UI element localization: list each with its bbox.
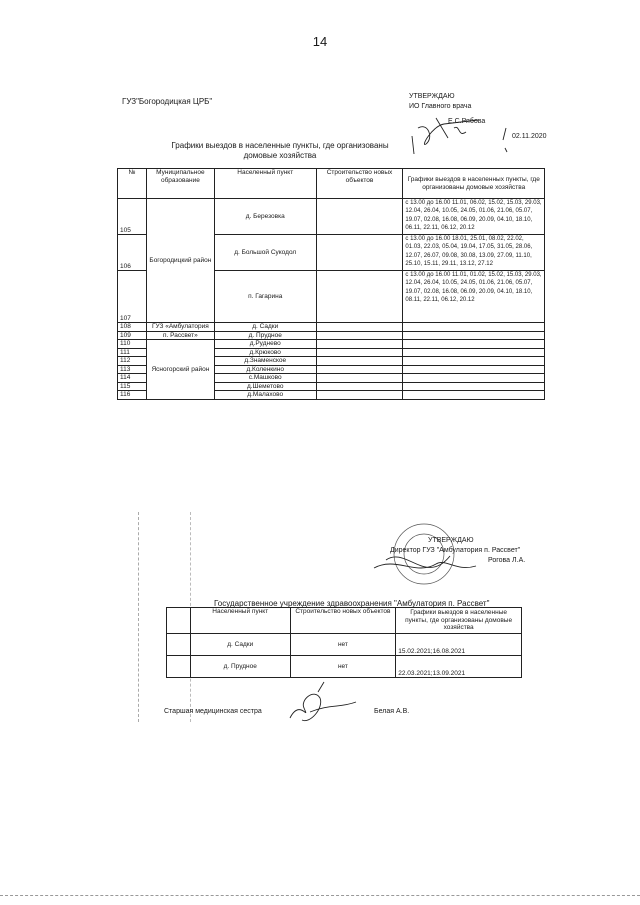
construction-cell <box>316 199 403 235</box>
row-num: 115 <box>118 382 147 391</box>
construction-cell: нет <box>290 656 396 678</box>
header2-schedule: Графики выездов в населенные пункты, где организованы домовые хозяйства <box>396 608 522 634</box>
header2-construction: Строительство новых объектов <box>290 608 396 634</box>
footer-name: Белая А.В. <box>374 708 410 715</box>
row-num: 106 <box>118 235 147 271</box>
row-num: 110 <box>118 340 147 349</box>
settlement-cell: с.Машково <box>214 374 316 383</box>
table-row <box>118 323 545 332</box>
schedule-cell <box>403 391 545 400</box>
row-num: 114 <box>118 374 147 383</box>
scan-edge <box>0 895 640 896</box>
construction-cell: нет <box>290 634 396 656</box>
schedule-cell: с 13.00 до 16.00 11.01, 01.02, 15.02, 15.03, 29.03, 12.04, 26.04, 10.05, 24.05, 01.06, 21.06, 05.07, 19.07, 02.08, 16.08, 06.09, 20.09, 04.10, 18.10, 08.11, 22.11, 06.12, 20.12 <box>403 271 545 323</box>
settlement-cell: д.Знаменское <box>214 357 316 366</box>
settlement-cell: д. Прудное <box>214 331 316 340</box>
schedule-cell <box>403 340 545 349</box>
schedule-cell: с 13.00 до 16.00 18.01, 25.01, 08.02, 22.02, 01.03, 22.03, 05.04, 19.04, 17.05, 31.05, 28.06, 12.07, 26.07, 09.08, 30.08, 13.09, 27.09, 11.10, 25.10, 15.11, 29.11, 13.12, 27.12 <box>403 235 545 271</box>
page-number: 14 <box>312 34 328 49</box>
table-row <box>118 331 545 340</box>
schedule-cell: 22.03.2021;13.09.2021 <box>396 656 522 678</box>
settlement-cell: д.Руднево <box>214 340 316 349</box>
schedule-cell <box>403 323 545 332</box>
header-municipality: Муниципальное образование <box>146 169 214 199</box>
settlement-cell: д. Прудное <box>190 656 290 678</box>
construction-cell <box>316 235 403 271</box>
approve2-role: Директор ГУЗ "Амбулатория п. Рассвет" <box>390 547 521 554</box>
municipality-cell: п. Рассвет» <box>146 331 214 340</box>
municipality-cell: Богородицкий район <box>146 199 214 323</box>
row-num: 113 <box>118 365 147 374</box>
table-header-row <box>118 169 545 199</box>
row-num: 116 <box>118 391 147 400</box>
schedule-cell <box>403 348 545 357</box>
construction-cell <box>316 391 403 400</box>
schedule-cell <box>403 365 545 374</box>
doc-title-line2: домовые хозяйства <box>243 151 317 160</box>
settlement-cell: д.Крюково <box>214 348 316 357</box>
header-num: № <box>118 169 147 199</box>
construction-cell <box>316 374 403 383</box>
approve2-word: УТВЕРЖДАЮ <box>428 537 474 544</box>
schedule-table <box>117 168 545 400</box>
row-num: 112 <box>118 357 147 366</box>
row2-blank <box>167 634 191 656</box>
approve-name: Е.С.Рябова <box>448 118 486 125</box>
organization-name: ГУЗ"Богородицкая ЦРБ" <box>122 97 213 106</box>
row-num: 107 <box>118 271 147 323</box>
row2-blank <box>167 656 191 678</box>
settlement-cell: д. Садки <box>190 634 290 656</box>
settlement-cell: д. Березовка <box>214 199 316 235</box>
schedule-cell <box>403 374 545 383</box>
construction-cell <box>316 271 403 323</box>
settlement-cell: д.Коленкино <box>214 365 316 374</box>
construction-cell <box>316 348 403 357</box>
construction-cell <box>316 340 403 349</box>
table-row <box>167 656 522 678</box>
municipality-cell: Ясногорский район <box>146 340 214 400</box>
construction-cell <box>316 382 403 391</box>
row-num: 105 <box>118 199 147 235</box>
municipality-cell: ГУЗ «Амбулатория <box>146 323 214 332</box>
schedule-cell: 15.02.2021;16.08.2021 <box>396 634 522 656</box>
header-settlement: Населенный пункт <box>214 169 316 199</box>
settlement-cell: д. Большой Сукодол <box>214 235 316 271</box>
approve-date: 02.11.2020 <box>512 133 547 140</box>
footer-role: Старшая медицинская сестра <box>164 708 262 715</box>
header2-settlement: Населенный пункт <box>190 608 290 634</box>
header2-blank <box>167 608 191 634</box>
schedule-cell: с 13.00 до 16.00 11.01, 06.02, 15.02, 15.03, 29.03, 12.04, 26.04, 10.05, 24.05, 01.06, 21.06, 05.07, 19.07, 02.08, 16.08, 06.09, 20.09, 04.10, 18.10, 06.11, 22.11, 06.12, 20.12 <box>403 199 545 235</box>
doc-title-line1: Графики выездов в населенные пункты, где организованы <box>171 141 389 150</box>
settlement-cell: д.Шеметово <box>214 382 316 391</box>
approve-role: ИО Главного врача <box>409 103 472 110</box>
signature-1 <box>408 108 518 158</box>
construction-cell <box>316 365 403 374</box>
table-row <box>118 340 545 349</box>
row-num: 109 <box>118 331 147 340</box>
table-row <box>118 199 545 235</box>
construction-cell <box>316 323 403 332</box>
table-row <box>167 634 522 656</box>
header-schedule: Графики выездов в населенных пункты, где организованы домовые хозяйства <box>403 169 545 199</box>
settlement-cell: п. Гагарина <box>214 271 316 323</box>
schedule-cell <box>403 357 545 366</box>
schedule-cell <box>403 331 545 340</box>
header-construction: Строительство новых объектов <box>316 169 403 199</box>
construction-cell <box>316 331 403 340</box>
approve2-name: Рогова Л.А. <box>488 557 526 564</box>
approve-word: УТВЕРЖДАЮ <box>409 93 455 100</box>
settlement-cell: д. Садки <box>214 323 316 332</box>
settlement-cell: д.Малахово <box>214 391 316 400</box>
row-num: 108 <box>118 323 147 332</box>
signature-2 <box>280 678 360 728</box>
table2-header-row <box>167 608 522 634</box>
row-num: 111 <box>118 348 147 357</box>
doc2-title: Государственное учреждение здравоохранения "Амбулатория п. Рассвет" <box>214 599 490 608</box>
schedule-cell <box>403 382 545 391</box>
schedule-table-2 <box>166 607 522 678</box>
scan-mark <box>138 512 139 722</box>
construction-cell <box>316 357 403 366</box>
